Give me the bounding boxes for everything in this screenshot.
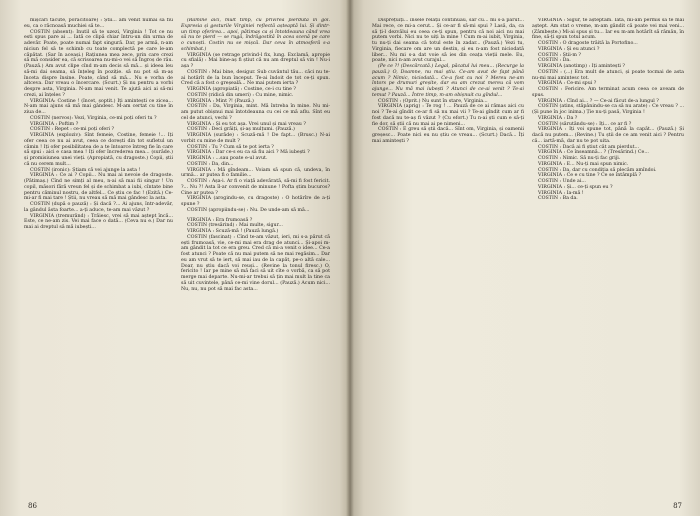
left-page-columns: [24, 18, 330, 496]
dialogue-paragraph: COSTIN (atins, stăpânindu-se ca să nu arate) : Ce vreau ? ... (Și pune în joc inima.) Ție nu-ți pasă, Virginia !: [532, 104, 684, 115]
dialogue-paragraph: COSTIN : Da, din...: [187, 161, 234, 167]
dialogue-paragraph: COSTIN : Tu ? Cum să te pot ierta ?: [187, 144, 274, 150]
dialogue-paragraph: (Pe ce ?! (Descărcată.) Legal, păcatul lui meu... (Recurge la pauză.) O, Doamne, nu mai știu. Ce-am avut de fapt până acum ? Nimic, niciodată... Ce-a fost cu noi ? Mereu ne-am întors pe drumuri greșite, dar eu am crezut mereu că vom ajunge... Nu mă mai iubești ? Atunci de ce-ai venit ? Te-ai temut ? Pauză... Între timp, m-am obișnuit cu gîndul...: [372, 64, 524, 98]
book-gutter: [346, 0, 354, 516]
dialogue-paragraph: COSTIN (ridică din umeri) : Cu mine, nimic.: [187, 92, 294, 98]
dialogue-paragraph: VIRGINIA: Costine ! (încet, șoptit.) Iți amintești ce zicea... N-am mai ajuns să mă mai gândesc. M-am certat cu tine în ziua de...: [24, 98, 173, 115]
right-column-1: [372, 18, 524, 496]
dialogue-paragraph: COSTIN : (...) Era mult de atunci, și poate tocmai de asta nu-mi mai amintesc tot.: [532, 69, 684, 81]
dialogue-paragraph: VIRGINIA (arogindu-se, cu dragoste) : O hotărîre de a-ți spune ?: [181, 196, 330, 207]
dialogue-paragraph: VIRGINIA : E... Nu-ți mai spun nimic.: [538, 161, 629, 167]
dialogue-paragraph: VIRGINIA : Iți voi spune tot, până la capăt... (Pauză.) Și dacă nu putem... (Revine.) Tu știi de ce am venit aici ? Pentru că... iartă-mă, dar nu te pot uita.: [532, 127, 684, 144]
dialogue-paragraph: COSTIN : Nimic. Să nu-ți fac griji.: [538, 156, 621, 161]
dialogue-paragraph: COSTIN : Unde ai...: [538, 179, 586, 184]
dialogue-paragraph: VIRGINIA : Cînd ai... ? — Ce-ai făcut de-a lungul ?: [538, 98, 659, 104]
dialogue-paragraph: VIRGINIA (apropiată) : Costine, ce-i cu tine ?: [187, 87, 296, 92]
page-number-left: 86: [28, 502, 37, 510]
dialogue-paragraph: VIRGINIA : Da ?: [538, 115, 578, 121]
dialogue-paragraph: VIRGINIA : ...sau poate e-ul avut.: [187, 156, 268, 161]
dialogue-paragraph: mișcări tăcute, porăcitoare) : Știi... am venit numai să fiu eu, ca o răcnoasă muchiei să te...: [24, 18, 173, 29]
dialogue-paragraph: COSTIN : Da, Virginia, mint. Mă întreba în mine. Nu mi-am putut obișnui mai întotdeauna cu cei ce mă aflu. Sînt eu cel de atunci, vechi ?: [181, 104, 330, 121]
dialogue-paragraph: COSTIN (nervos): Vezi, Virginia, ce-mi poți oferi tu ?: [30, 115, 157, 121]
dialogue-paragraph: VIRGINIA : Mă gîndeam... Voiam să spun că, undeva, în urmă... ar putea fi o familie...: [181, 167, 330, 179]
right-page: [350, 0, 700, 516]
dialogue-paragraph: VIRGINIA : Sigur, te așteptam. Iată, mi-am permis să te mai aștept. Am stat o vreme, m-am gândit că poate vei mai veni... (Zâmbește.) Mi-ai spus și tu... Iar eu m-am hotărît să rămân, în fine, să-ți spun totul acum.: [532, 18, 684, 41]
dialogue-paragraph: COSTIN : O dragoste trăită la Portofino...: [538, 41, 638, 46]
dialogue-paragraph: COSTIN : Repet : ce-mi poți oferi ?: [30, 127, 115, 133]
left-column-2: [181, 18, 330, 496]
dialogue-paragraph: COSTIN : Fericire. Am terminat acum ceea ce aveam de spus.: [532, 87, 684, 98]
left-column-1: [24, 18, 173, 496]
dialogue-paragraph: VIRGINIA : Și eu atunci ?: [538, 46, 600, 52]
dialogue-paragraph: VIRGINIA : Mint ?! (Pauză.): [187, 98, 254, 104]
dialogue-paragraph: VIRGINIA : Și eu tot așa. Vrei unul și mai vreau ?: [187, 121, 306, 127]
dialogue-paragraph: COSTIN (sărutându-se) : Iți... ce ar fi ?: [538, 121, 632, 127]
dialogue-paragraph: COSTIN : E greu să știi dacă... Sînt om, Virginia, și oamenii greșesc... Poate nici eu nu știu ce vreau... (Scurt.) Dacă... Îți mai amintești ?: [372, 127, 524, 144]
dialogue-paragraph: (Rămîne aici, mult timp, cu privirea pierdută în gol. Expresia și gesturile Virginiei reflectă așteaptă lui. Și dintr-un timp oferirea... apoi, pătimaș ca și întotdeauna când vrea să nu te pierd — se rugă, îndrăgostită în acea scenă pe care o cunoști. Costin nu se mișcă. Dar ceva în atmosferă s-a schimbat.): [181, 18, 330, 52]
dialogue-paragraph: COSTIN : Așa-i. Ar fi o viață adevărată, să-mi fi fost fericit. ?... Nu ?! Asta îl-ar convenit de minune ! Pofta știm bucuros? Cine ar putea ?: [181, 179, 330, 196]
dialogue-paragraph: VIRGINIA (tremurând) : Trăiesc, vrei să mai aștept încă... Este, ce ne-am zis. Vei mai face o dată... (Ceva nu e.) Dar nu mai ai dreptul să mă iubești...: [24, 213, 173, 230]
dialogue-paragraph: COSTIN : Știi-m ?: [538, 52, 581, 58]
dialogue-paragraph: COSTIN (absent): Inutil să te uzezi, Virginia ! Tot ce nu esti spus pare ai ... Iată ce clipă chiar întru-un din urma de adevăr. Poate, poate numai fapt singură. Dar, pe armă, n-am niciun fel să te schimb cu toate complectă pe care le-am căpătat. (Sar în aceași.) Rațiunea mea zece, prin care crezi să mă consider ea, că scrisoarea nu-mi-o vei să Îngroș de rău. (Pauză.) Am avut clipe cînd m-am decis să mă... și ideea leu să-mi dai seama, să înțeleg în poziție. să nu pot să m-aș înceta dispre însine. Poate, când să mă... Nu e vorba de altceva. Dar vreau o încercare. (Scurt.) Și nu pentru a vorbi despre asta, Virginia. N-am mai venit. Te ajută aici ai să-mi crezi, ai înțeles ?: [24, 29, 173, 98]
dialogue-paragraph: VIRGINIA : Ce ai ? Copii... Nu mai ai nevoie de dragoste. (Pătimaș.) Cînd ne simți al meu, n-ai să mai fii singur ! Un copil, măsori fără vreun fel și de schimbat a iubi, cîntate bine pentru căminul nostru, de altfel... Ce știu ce fac ! (Ezită.) Ce-mi-ar fi mai tare ! Știi, nu vreau să mă mai gândesc la asta.: [24, 173, 173, 202]
dialogue-paragraph: VIRGINIA : Ce e cu tine ? Ce se întâmplă ?: [538, 173, 641, 179]
dialogue-paragraph: VIRGINIA : Scuză-mă ! (Pauză lungă.): [187, 229, 279, 234]
dialogue-paragraph: COSTIN : Da.: [538, 58, 571, 64]
dialogue-paragraph: COSTIN (după o pauză) : Și dacă ?... Ai ajuns, într-adevăr, la gândul ăsta foarte... a-ți aduce, te-am mai văzut ?: [24, 202, 173, 213]
dialogue-paragraph: VIRGINIA (se retrage privind-l fix, lung. Exclamă, apropie cu sfială) : Mai bine-aș fi știut că nu am dreptul să vin ! Nu-i așa ?: [181, 52, 330, 69]
dialogue-paragraph: VIRGINIA : Poftim ?: [30, 121, 79, 127]
dialogue-paragraph: COSTIN : Deci grăiți, și-aș mulțumi. (Pauză.): [187, 127, 295, 133]
page-number-right: 87: [673, 502, 682, 510]
dialogue-paragraph: COSTIN : Dacă ai fi știut cât am pierdut...: [538, 144, 640, 150]
dialogue-paragraph: VIRGINIA : Ia-mă !: [538, 190, 584, 196]
dialogue-paragraph: VIRGINIA (exploziv): Sînt femeie, Costine, femeie !... Iți ofer ceea ce nu ai avut, ceea ce dorești din tot sufletul un cămin ! Iți ofer posibilitatea de a te întoarce întreg fie în care să spui : aici e casa mea ! Iți ofer încrederea mea... (surâde.) și promisiunea unei vieți. (Apropiată, cu dragoste.) Copii, știi că nu cerem mult...: [24, 133, 173, 167]
dialogue-paragraph: COSTIN : (Oprit.) Nu sunt în stare, Virginia...: [378, 98, 488, 104]
dialogue-paragraph: VIRGINIA : Ce-mi spui ?: [538, 81, 597, 87]
dialogue-paragraph: VIRGINIA (surâde) : Scuză-mă ! De fapt... (Brusc.) N-ai vorbit cu mine de mult ?: [181, 133, 330, 144]
dialogue-paragraph: COSTIN : Ba da.: [538, 196, 578, 202]
dialogue-paragraph: VIRGINIA : Ce înseamnă... ? (Tresărind.) Ce...: [538, 150, 649, 156]
dialogue-paragraph: VIRGINIA (aprig) : Te rog ! ... Pauză de ce ai rămas aici cu noi ? Te-ai gîndit ce-ar fi să nu mai vii ? Te-ai gîndit cum ar fi fost dacă nu te-aș fi văzut ? (Cu efort.) Tu n-ai ști cum e să-ți fie dor, să știi că nu mai ai pe nimeni...: [372, 104, 524, 127]
dialogue-paragraph: VIRGINIA : Dar ce-s eu ca să fiu aici ? Mă iubești ?: [187, 150, 310, 156]
dialogue-paragraph: COSTIN (fascinat) : Cînd te-am văzut, ieri, mi s-a părut că ești frumoasă, vie, ce-mi mai era drag de atunci... Și-apoi m-am gândit la tot ce era greu. Cred că mi-a venit o idee... Ce-a fost atunci ? Poate că nu mai putem să ne mai regăsim... Dar eu am vrut să te iert, să mai iau de la capăt, pe-o altă cale... Doar, nu știu dacă voi reuși... (Revine la tonul firesc.) O, fericito ! Iar pe mine să mă faci să uit cîte o vorbă, ca să pot merge mai departe. Nu-mi-ar trebui să țin mai mult la tine ca să uit cuvintele, până ce-mi vine dorul... (Pauză.) Acum nici... Nu, nu, nu pot să mai fac asta...: [181, 234, 330, 292]
dialogue-paragraph: COSTIN (ironic): Știam că vei ajunge la asta !: [30, 167, 141, 173]
dialogue-paragraph: VIRGINIA : Și... ce-ți spun eu ?: [538, 184, 613, 190]
dialogue-paragraph: VIRGINIA : Era frumoasă ?: [187, 217, 253, 223]
dialogue-paragraph: COSTIN : Mai bine, desigur. Sub cuvântul tău... căci nu te-ai hotărît de la bun început. Te-ai îndoit de tot ce-ți spun. Cred că a fost o greșeală... Ne mai putem ierta ?: [181, 69, 330, 87]
dialogue-paragraph: COSTIN (tresărind) : Mai multe, sigur...: [187, 223, 283, 229]
right-column-2: [532, 18, 684, 496]
dialogue-paragraph: VIRGINIA (anotimp) : Iți amintești ?: [538, 64, 625, 69]
dialogue-paragraph: COSTIN (apropiindu-se) : Nu. De unde-am să mă...: [187, 207, 310, 213]
dialogue-paragraph: COSTIN : Da, dar cu condiția să plecăm amîndoi.: [538, 167, 657, 173]
dialogue-paragraph: Disprețuiți... însele relații continuau, sar cu... mi s-a părut... Mai rece, ce mi-a cerut... Și ce-ar fi să-mi spui ? Lasă, da, ca să ți-l dezvălui eu ceea ce-ți spun, pentru că noi aici nu mai putem vorbi. Nici nu te uiți la mine ! Cum m-ai iubit, Virginia, tu nu-ți dai seama că totul este în zadar... (Pauză.) Vezi tu, Virginia, fiecare om are un destin, și eu n-am fost niciodată liber... Nu mi s-a dat voie să ies din ceața vieții mele. Eu, poate, nici n-am avut curajul...: [372, 18, 524, 64]
right-page-columns: [372, 18, 684, 496]
